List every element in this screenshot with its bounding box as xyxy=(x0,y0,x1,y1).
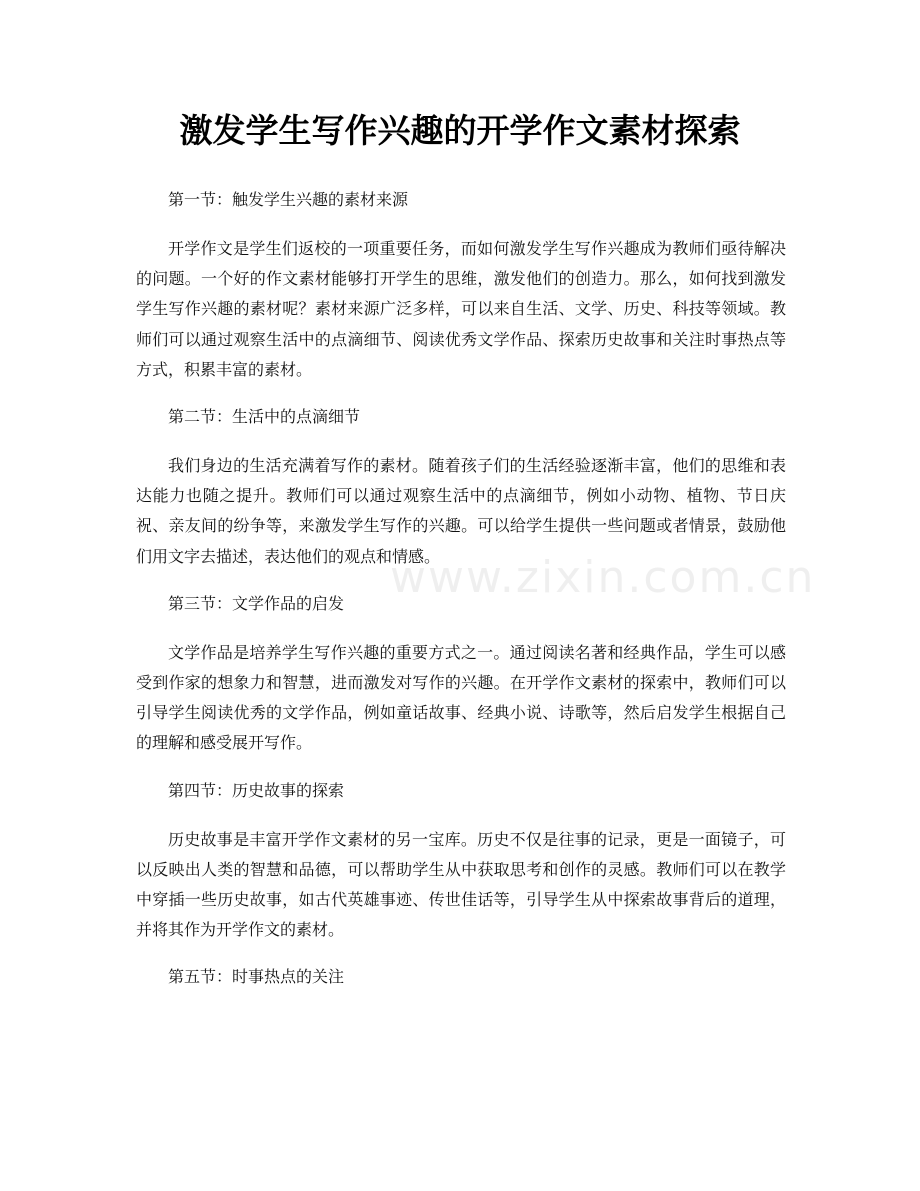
section-paragraph: 开学作文是学生们返校的一项重要任务，而如何激发学生写作兴趣成为教师们亟待解决的问题。一个好的作文素材能够打开学生的思维，激发他们的创造力。那么，如何找到激发学生写作兴趣的素材呢？素材来源广泛多样，可以来自生活、文学、历史、科技等领域。教师们可以通过观察生活中的点滴细节、阅读优秀文学作品、探索历史故事和关注时事热点等方式，积累丰富的素材。 xyxy=(136,239,786,379)
watermark: www.zixin.com.cn xyxy=(390,552,816,603)
section-paragraph: 我们身边的生活充满着写作的素材。随着孩子们的生活经验逐渐丰富，他们的思维和表达能力也随之提升。教师们可以通过观察生活中的点滴细节，例如小动物、植物、节日庆祝、亲友间的纷争等，来激发学生写作的兴趣。可以给学生提供一些问题或者情景，鼓励他们用文字去描述，表达他们的观点和情感。 xyxy=(136,456,786,566)
section-heading: 第四节：历史故事的探索 xyxy=(168,780,345,800)
section-heading: 第三节：文学作品的启发 xyxy=(168,593,345,613)
document-body xyxy=(136,180,786,997)
document-title: 激发学生写作兴趣的开学作文素材探索 xyxy=(179,111,741,150)
section-paragraph: 历史故事是丰富开学作文素材的另一宝库。历史不仅是往事的记录，更是一面镜子，可以反映出人类的智慧和品德，可以帮助学生从中获取思考和创作的灵感。教师们可以在教学中穿插一些历史故事，如古代英雄事迹、传世佳话等，引导学生从中探索故事背后的道理，并将其作为开学作文的素材。 xyxy=(136,829,786,940)
section-paragraph: 文学作品是培养学生写作兴趣的重要方式之一。通过阅读名著和经典作品，学生可以感受到作家的想象力和智慧，进而激发对写作的兴趣。在开学作文素材的探索中，教师们可以引导学生阅读优秀的文学作品，例如童话故事、经典小说、诗歌等，然后启发学生根据自己的理解和感受展开写作。 xyxy=(136,642,786,753)
section-heading: 第一节：触发学生兴趣的素材来源 xyxy=(168,190,409,209)
section-heading: 第二节：生活中的点滴细节 xyxy=(168,407,361,427)
section-heading: 第五节：时事热点的关注 xyxy=(168,967,345,987)
